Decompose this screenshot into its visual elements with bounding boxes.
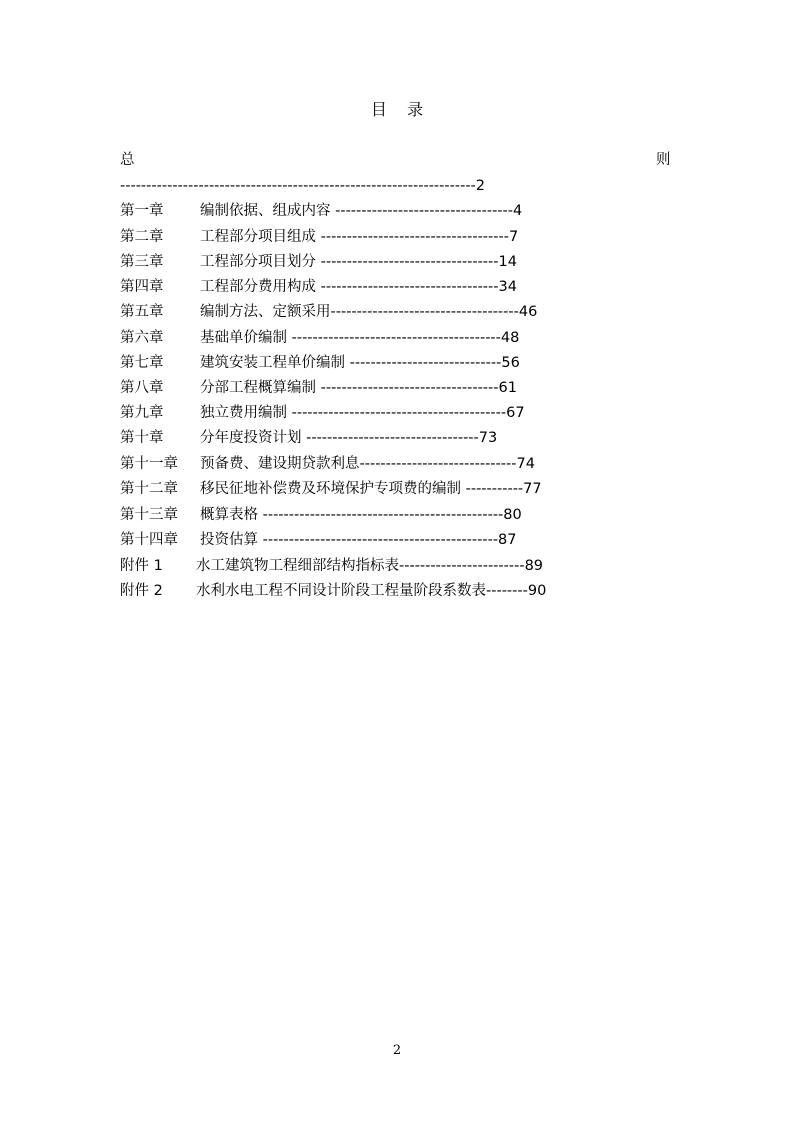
attachment-text: 水工建筑物工程细部结构指标表------------------------89 [196, 558, 544, 574]
toc-chapter-label: 第三章 [120, 254, 164, 270]
toc-entry-text: 预备费、建设期贷款利息------------------------------74 [200, 456, 535, 472]
toc-chapter-label: 第六章 [120, 330, 164, 346]
toc-chapter-label: 第二章 [120, 229, 164, 245]
toc-entry-text: 基础单价编制 ----------------------------------------48 [200, 330, 520, 346]
toc-chapter-label: 第八章 [120, 380, 164, 396]
toc-entry-text: 编制依据、组成内容 ----------------------------------4 [200, 203, 523, 219]
toc-chapter-label: 第五章 [120, 304, 164, 320]
toc-entry-text: 投资估算 ---------------------------------------------87 [200, 532, 517, 548]
toc-entry-text: 工程部分项目组成 ------------------------------------7 [200, 229, 519, 245]
toc-chapter-label: 第七章 [120, 355, 164, 371]
toc-entry-text: 编制方法、定额采用------------------------------------46 [200, 304, 538, 320]
toc-title: 目 录 [370, 100, 424, 119]
toc-entry-text: 移民征地补偿费及环境保护专项费的编制 -----------77 [200, 481, 542, 497]
toc-chapter-label: 第九章 [120, 405, 164, 421]
general-leader-line: --------------------------------------------------------------------2 [120, 178, 486, 194]
general-left-char: 总 [120, 152, 135, 168]
toc-entry-text: 工程部分费用构成 ----------------------------------34 [200, 279, 517, 295]
toc-entry-text: 概算表格 ----------------------------------------------80 [200, 507, 522, 523]
attachment-text: 水利水电工程不同设计阶段工程量阶段系数表--------90 [196, 583, 547, 599]
attachment-label: 附件 1 [120, 558, 163, 574]
toc-entry-text: 建筑安装工程单价编制 -----------------------------56 [200, 355, 520, 371]
toc-chapter-label: 第四章 [120, 279, 164, 295]
toc-entry-text: 独立费用编制 -----------------------------------------67 [200, 405, 525, 421]
attachment-label: 附件 2 [120, 583, 163, 599]
toc-chapter-label: 第十三章 [120, 507, 178, 523]
toc-chapter-label: 第十一章 [120, 456, 178, 472]
toc-chapter-label: 第十二章 [120, 481, 178, 497]
toc-entry-text: 分部工程概算编制 ----------------------------------61 [200, 380, 517, 396]
toc-chapter-label: 第十章 [120, 430, 164, 446]
general-right-char: 则 [656, 152, 671, 168]
toc-entry-text: 工程部分项目划分 ----------------------------------14 [200, 254, 517, 270]
toc-chapter-label: 第一章 [120, 203, 164, 219]
toc-chapter-label: 第十四章 [120, 532, 178, 548]
toc-entry-text: 分年度投资计划 ---------------------------------73 [200, 430, 498, 446]
page-number: 2 [392, 1043, 402, 1058]
